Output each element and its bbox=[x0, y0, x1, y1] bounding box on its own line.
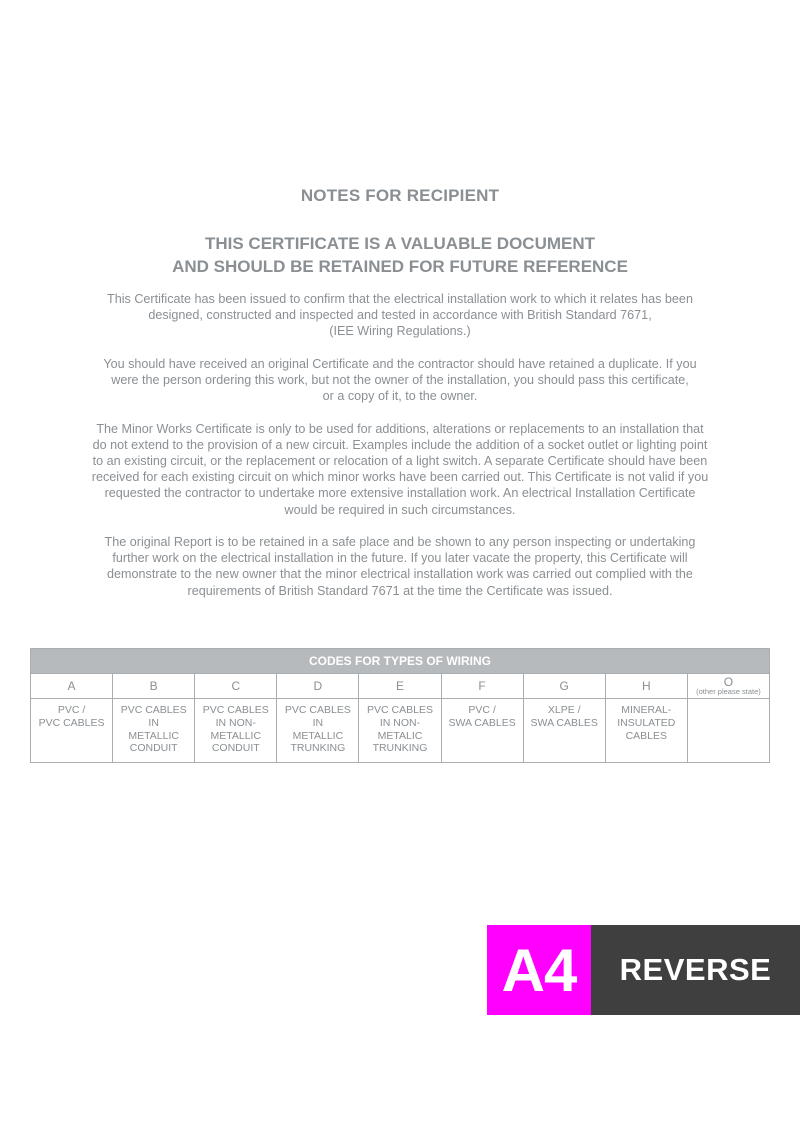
wiring-desc-line: PVC CABLES bbox=[202, 704, 269, 716]
paragraph-line: requested the contractor to undertake more extensive installation work. An electrical Installation Certificate bbox=[104, 486, 696, 501]
page-side-badge: REVERSE bbox=[591, 925, 800, 1015]
wiring-desc-line: CABLES bbox=[625, 729, 668, 742]
paragraph-line: would be required in such circumstances. bbox=[284, 502, 516, 517]
paragraph-line: further work on the electrical installation in the future. If you later vacate the property, this Certificate will bbox=[112, 551, 688, 566]
wiring-desc-cell bbox=[113, 699, 195, 763]
wiring-desc-line: PVC CABLES bbox=[120, 704, 187, 716]
wiring-desc-cell bbox=[277, 699, 359, 763]
wiring-desc-line: METALLIC bbox=[210, 729, 262, 742]
wiring-desc-cell bbox=[31, 699, 113, 763]
wiring-desc-cell bbox=[605, 699, 687, 763]
wiring-desc-line: METALIC bbox=[377, 729, 423, 742]
paragraph-line: You should have received an original Certificate and the contractor should have retained a duplicate. If you bbox=[103, 356, 697, 371]
wiring-desc-line: PVC / bbox=[468, 704, 496, 716]
wiring-desc-cell bbox=[195, 699, 277, 763]
paragraph-line: demonstrate to the new owner that the minor electrical installation work was carried out complied with the bbox=[107, 567, 693, 582]
paragraph-line: do not extend to the provision of a new circuit. Examples include the addition of a socket outlet or lighting point bbox=[92, 437, 708, 452]
wiring-desc-line: CONDUIT bbox=[211, 742, 260, 755]
wiring-codes-description-row bbox=[31, 699, 770, 763]
wiring-code-cell: A bbox=[31, 674, 113, 699]
headline-line-1: THIS CERTIFICATE IS A VALUABLE DOCUMENT bbox=[204, 234, 596, 253]
wiring-desc-line: IN bbox=[148, 716, 159, 729]
wiring-desc-line: IN NON- bbox=[215, 716, 256, 729]
wiring-desc-line: PVC CABLES bbox=[367, 704, 433, 716]
wiring-desc-line: PVC / bbox=[57, 704, 86, 716]
wiring-code-letter: O bbox=[723, 674, 734, 689]
wiring-desc-cell bbox=[523, 699, 605, 763]
paragraph-line: or a copy of it, to the owner. bbox=[322, 389, 478, 404]
paragraph-line: The original Report is to be retained in a safe place and be shown to any person inspecting or undertaking bbox=[104, 535, 696, 549]
wiring-codes-table-title: CODES FOR TYPES OF WIRING bbox=[31, 649, 770, 674]
wiring-desc-line: METALLIC bbox=[292, 729, 344, 742]
wiring-desc-line: IN NON- bbox=[379, 716, 421, 729]
paragraph-line: This Certificate has been issued to confirm that the electrical installation work to which it relates has been bbox=[107, 292, 693, 306]
wiring-code-cell: H bbox=[605, 674, 687, 699]
notes-title: NOTES FOR RECIPIENT bbox=[300, 186, 500, 205]
wiring-desc-line: SWA CABLES bbox=[448, 716, 516, 729]
wiring-codes-table bbox=[30, 648, 770, 763]
wiring-code-cell: C bbox=[195, 674, 277, 699]
wiring-desc-line: METALLIC bbox=[128, 729, 179, 742]
wiring-codes-letter-row bbox=[31, 674, 770, 699]
wiring-desc-line: XLPE / bbox=[547, 704, 581, 716]
paragraph-line: requirements of British Standard 7671 at the time the Certificate was issued. bbox=[187, 583, 613, 598]
wiring-code-cell: G bbox=[523, 674, 605, 699]
paragraph-line: designed, constructed and inspected and tested in accordance with British Standard 7671, bbox=[148, 308, 652, 323]
wiring-desc-line: TRUNKING bbox=[290, 742, 346, 755]
paragraph-issued-purpose bbox=[64, 291, 736, 340]
wiring-desc-line: MINERAL- bbox=[621, 704, 672, 716]
wiring-desc-line: INSULATED bbox=[617, 716, 676, 729]
wiring-desc-line: PVC CABLES bbox=[38, 716, 105, 729]
wiring-desc-cell bbox=[441, 699, 523, 763]
wiring-desc-cell bbox=[359, 699, 441, 763]
wiring-code-cell: B bbox=[113, 674, 195, 699]
wiring-desc-line: IN bbox=[312, 716, 324, 729]
paragraph-minor-works-scope bbox=[64, 421, 736, 518]
wiring-code-cell-other bbox=[687, 674, 769, 699]
paragraph-retention bbox=[64, 534, 736, 599]
wiring-code-note: (other please state) bbox=[696, 686, 761, 696]
paper-size-badge: A4 bbox=[487, 925, 591, 1015]
wiring-desc-cell-other bbox=[687, 699, 769, 763]
wiring-desc-line: PVC CABLES bbox=[284, 704, 351, 716]
wiring-desc-line: SWA CABLES bbox=[530, 716, 598, 729]
headline bbox=[0, 232, 800, 278]
paragraph-original-copy bbox=[64, 356, 736, 405]
wiring-desc-line: TRUNKING bbox=[372, 742, 428, 755]
paragraph-line: were the person ordering this work, but not the owner of the installation, you should pass this certificate, bbox=[111, 373, 689, 387]
notes-body bbox=[64, 291, 736, 615]
wiring-code-cell: F bbox=[441, 674, 523, 699]
wiring-code-cell: E bbox=[359, 674, 441, 699]
paragraph-line: to an existing circuit, or the replacement or relocation of a light switch. A separate Certificate should have been bbox=[92, 454, 708, 468]
paragraph-line: (IEE Wiring Regulations.) bbox=[329, 324, 471, 339]
paragraph-line: received for each existing circuit on which minor works have been carried out. This Certificate is not valid if you bbox=[91, 470, 709, 485]
headline-line-2: AND SHOULD BE RETAINED FOR FUTURE REFERENCE bbox=[172, 257, 628, 276]
paragraph-line: The Minor Works Certificate is only to be used for additions, alterations or replacements to an installation that bbox=[96, 421, 704, 436]
wiring-code-cell: D bbox=[277, 674, 359, 699]
wiring-desc-line: CONDUIT bbox=[129, 742, 178, 755]
